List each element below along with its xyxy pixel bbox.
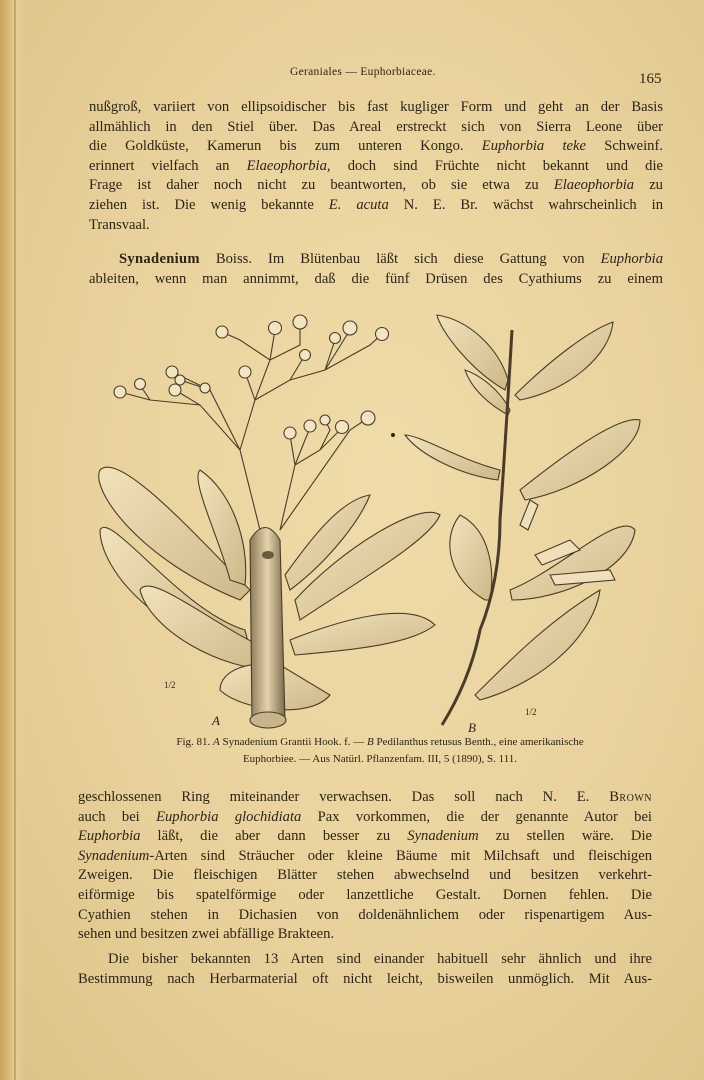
text-line: eiförmige bis spatelförmige oder lanzettliche Gestalt. Dornen fehlen. Die xyxy=(78,886,652,903)
text-span: -Arten sind Sträucher oder kleine Bäume mit Milchsaft und fleischigen xyxy=(149,847,652,864)
text-line xyxy=(89,250,663,270)
taxon-name: Euphorbia xyxy=(78,828,141,845)
taxon-name: Euphorbia teke xyxy=(481,138,586,155)
taxon-name: E. acuta xyxy=(328,196,389,213)
text-span: zu stellen wäre. Die xyxy=(478,828,652,845)
taxon-name: Synadenium xyxy=(78,847,150,864)
text-span: auch bei xyxy=(78,808,157,825)
text-line xyxy=(89,157,663,177)
text-span: Boiss. Im Blütenbau läßt sich diese Gattung von xyxy=(199,251,601,267)
plant-a-cyathia xyxy=(114,315,389,439)
paragraph-1 xyxy=(89,98,663,235)
plant-b-pedilanthus xyxy=(405,315,640,725)
figure-label-a: A xyxy=(212,713,220,728)
running-head: Geraniales — Euphorbiaceae. xyxy=(290,66,436,78)
text-line xyxy=(78,847,652,867)
page-number: 165 xyxy=(639,71,662,87)
paragraph-3 xyxy=(78,788,652,945)
caption-text: Pedilanthus retusus Benth., eine amerikanische xyxy=(373,736,584,748)
plant-b-leaves xyxy=(405,315,640,700)
caption-text: Synadenium Grantii Hook. f. — xyxy=(219,736,368,748)
taxon-name: Synadenium xyxy=(407,828,479,845)
text-span: die Goldküste, Kamerun bis zum unteren Kongo. xyxy=(89,138,482,155)
text-line xyxy=(89,176,663,196)
text-span: erinnert vielfach an xyxy=(89,157,247,174)
paragraph-2 xyxy=(89,250,663,289)
text-line xyxy=(78,788,652,808)
text-span: Pax vorkommen, die der genannte Autor bei xyxy=(301,808,652,825)
text-line xyxy=(89,137,663,157)
text-line: Bestimmung nach Herbarmaterial oft nicht leicht, bisweilen unmöglich. Mit Aus- xyxy=(78,970,652,987)
taxon-name: Elaeophorbia, xyxy=(246,157,331,174)
text-line: Zweigen. Die fleischigen Blätter stehen abwechselnd und besitzen verkehrt- xyxy=(78,867,652,884)
caption-line xyxy=(78,734,682,751)
author-name: Brown xyxy=(609,789,652,805)
page-gutter-shadow xyxy=(0,0,26,1080)
text-span: N. E. Br. wächst wahrscheinlich in xyxy=(388,196,664,213)
plant-a-synadenium xyxy=(99,315,440,728)
text-line xyxy=(78,808,652,828)
page-fold-line xyxy=(14,0,16,1080)
text-line: nußgroß, variiert von ellipsoidischer bis fast kugliger Form und geht an der Basis xyxy=(89,99,663,115)
text-line: Cyathien stehen in Dichasien von doldenähnlichem oder rispenartigem Aus- xyxy=(78,906,652,923)
text-line: Transvaal. xyxy=(89,216,150,233)
scale-a: 1/2 xyxy=(164,680,176,690)
taxon-name: Euphorbia xyxy=(600,251,663,267)
taxon-name: Euphorbia glochidiata xyxy=(156,808,302,825)
paragraph-4 xyxy=(78,950,652,989)
text-span: zu xyxy=(634,177,663,194)
botanical-illustration xyxy=(80,300,660,732)
genus-heading: Synadenium xyxy=(119,251,200,267)
text-line: allmählich in den Stiel über. Das Areal erstreckt sich von Sierra Leone über xyxy=(89,118,663,135)
text-span: Frage ist daher noch nicht zu beantworten, ob sie etwa zu xyxy=(89,177,554,194)
caption-line: Euphorbiee. — Aus Natürl. Pflanzenfam. III, 5 (1890), S. 111. xyxy=(242,753,518,765)
figure-caption xyxy=(78,734,682,768)
figure-label-b: B xyxy=(468,720,476,732)
text-span: Schweinf. xyxy=(585,138,663,155)
text-line xyxy=(89,196,663,216)
caption-b-marker: B xyxy=(367,736,374,748)
text-span: geschlossenen Ring miteinander verwachsen. Das soll nach N. E. xyxy=(78,789,610,805)
fig-number: Fig. 81. xyxy=(176,736,214,748)
text-line: sehen und besitzen zwei abfällige Brakteen. xyxy=(78,926,335,943)
caption-a-marker: A xyxy=(213,736,220,748)
scale-b: 1/2 xyxy=(525,707,537,717)
text-span: doch sind Früchte nicht bekannt und die xyxy=(330,157,664,174)
text-line: ableiten, wenn man annimmt, daß die fünf Drüsen des Cyathiums zu einem xyxy=(89,270,663,287)
text-span: läßt, die aber dann besser zu xyxy=(140,828,408,845)
printer-dot xyxy=(391,433,395,437)
text-line: Die bisher bekannten 13 Arten sind einander habituell sehr ähnlich und ihre xyxy=(108,951,652,967)
text-span: ziehen ist. Die wenig bekannte xyxy=(89,196,329,213)
taxon-name: Elaeophorbia xyxy=(553,177,635,194)
text-line xyxy=(78,827,652,847)
